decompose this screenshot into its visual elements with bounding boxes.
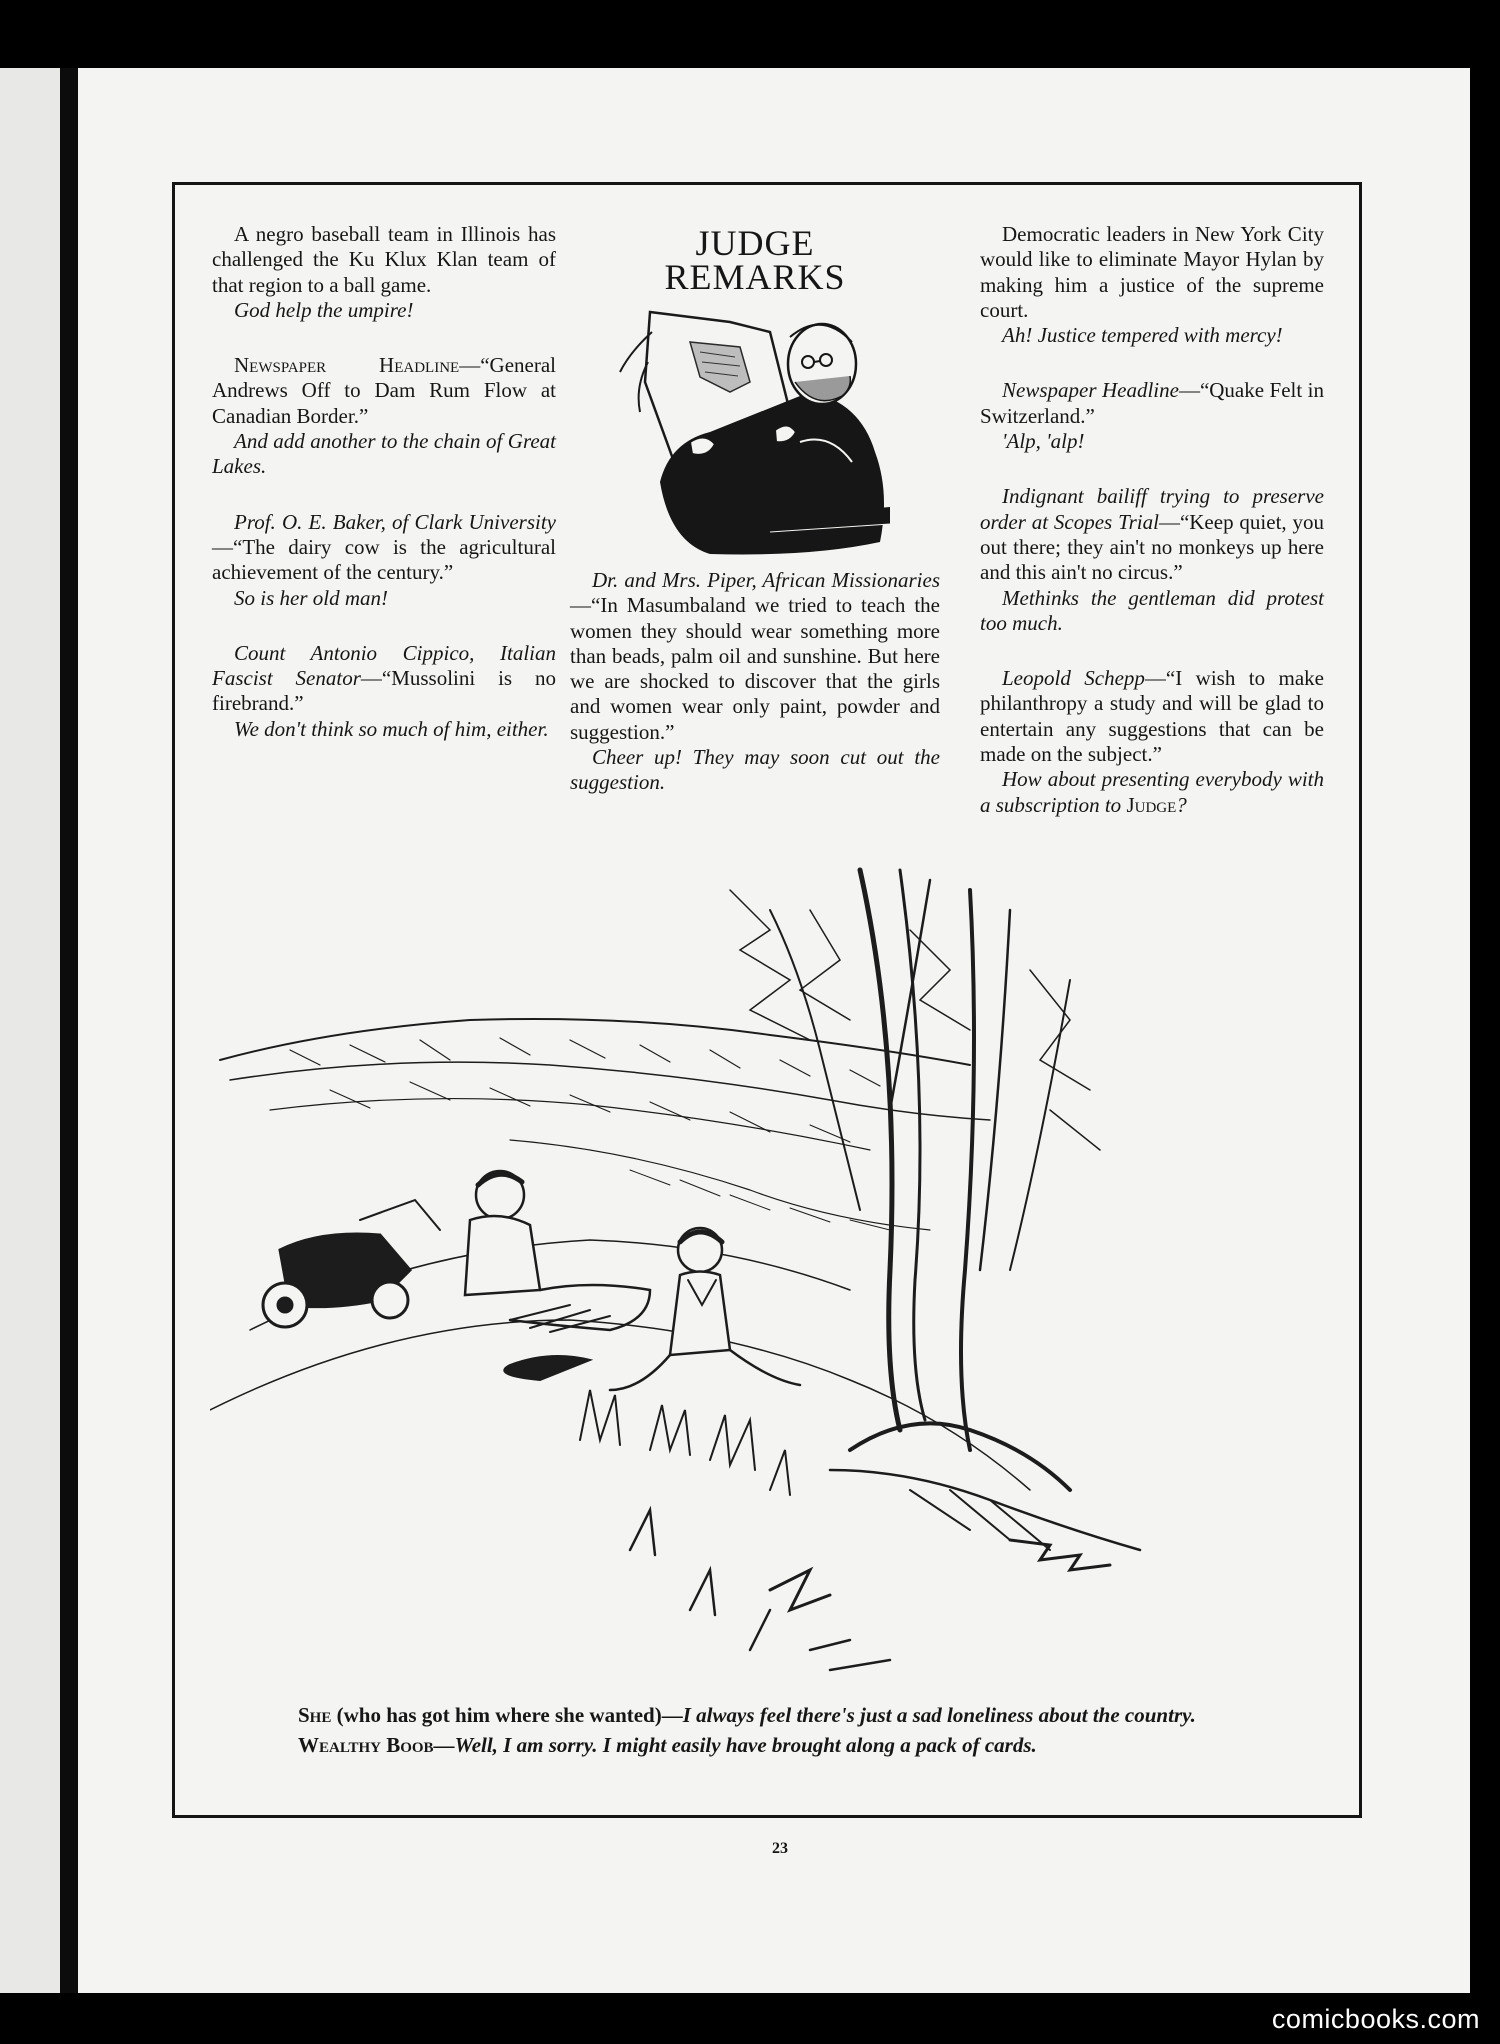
item-speaker: Dr. and Mrs. Piper, African Missionaries bbox=[592, 568, 940, 592]
item-quip: So is her old man! bbox=[234, 585, 388, 610]
caption-line-boob bbox=[250, 1730, 1310, 1760]
item-text: A negro baseball team in Illinois has challenged the Ku Klux Klan team of that region to a ball game. bbox=[212, 222, 556, 297]
middle-column bbox=[570, 568, 940, 796]
item-text bbox=[212, 353, 556, 429]
judge-remarks-masthead bbox=[570, 222, 940, 562]
caption-speaker: She bbox=[298, 1703, 332, 1727]
item-quote: —“Quake Felt in Switzerland.” bbox=[980, 378, 1324, 428]
item-speaker: Newspaper Headline bbox=[1002, 378, 1179, 403]
item-quip bbox=[980, 767, 1324, 818]
page-number: 23 bbox=[772, 1840, 788, 1857]
item-quip: God help the umpire! bbox=[234, 297, 414, 322]
item-quote: —“I wish to make philanthropy a study and will be glad to entertain any suggestions that can be made on the subject.” bbox=[980, 666, 1324, 767]
item-text bbox=[980, 666, 1324, 767]
item-quip: Methinks the gentleman did protest too much. bbox=[980, 585, 1324, 635]
item-quote: —“Keep quiet, you out there; they ain't no monkeys up here and this ain't no circus.” bbox=[980, 509, 1324, 585]
item-quote: —“The dairy cow is the agricultural achievement of the century.” bbox=[212, 534, 556, 585]
item-speaker: Newspaper Headline bbox=[234, 353, 460, 378]
item-speaker: Count Antonio Cippico, Italian Fascist Senator bbox=[212, 640, 556, 691]
item-quip: We don't think so much of him, either. bbox=[234, 716, 549, 741]
item-text bbox=[570, 568, 940, 745]
caption-dialogue: —Well, I am sorry. I might easily have brought along a pack of cards. bbox=[433, 1733, 1037, 1757]
item-text bbox=[212, 510, 556, 586]
right-column bbox=[980, 222, 1324, 818]
masthead-title: JUDGE bbox=[695, 223, 815, 263]
item-quote: —“In Masumbaland we tried to teach the women they should wear something more than beads, palm oil and sunshine. But here we are shocked to discover that the girls and women wear only paint, powder and suggestion.” bbox=[570, 593, 940, 744]
picnic-countryside-illustration bbox=[210, 850, 1340, 1700]
masthead-subtitle: REMARKS bbox=[664, 257, 846, 297]
item-quote: —“General Andrews Off to Dam Rum Flow at Canadian Border.” bbox=[212, 353, 556, 428]
left-column bbox=[212, 222, 556, 742]
item-quip: Cheer up! They may soon cut out the suggestion. bbox=[570, 745, 940, 795]
caption-line-she bbox=[250, 1700, 1310, 1730]
page-gutter bbox=[60, 68, 78, 1993]
item-quip: And add another to the chain of Great Lakes. bbox=[212, 429, 556, 479]
watermark: comicbooks.com bbox=[1271, 2004, 1480, 2034]
caption-stage-direction: (who has got him where she wanted)— bbox=[331, 1703, 683, 1727]
item-speaker: Prof. O. E. Baker, of Clark University bbox=[234, 509, 556, 534]
quip-text: How about presenting everybody with a subscription to bbox=[980, 767, 1324, 817]
item-quip: 'Alp, 'alp! bbox=[1002, 429, 1085, 454]
judge-name: Judge bbox=[1126, 792, 1177, 817]
item-text bbox=[212, 641, 556, 717]
quip-end: ? bbox=[1176, 792, 1187, 817]
facing-page-edge bbox=[0, 68, 60, 1993]
item-text: Democratic leaders in New York City would like to eliminate Mayor Hylan by making him a justice of the supreme court. bbox=[980, 222, 1324, 322]
caption-dialogue: I always feel there's just a sad loneliness about the country. bbox=[682, 1703, 1196, 1727]
item-text bbox=[980, 484, 1324, 585]
item-speaker: Indignant bailiff trying to preserve order at Scopes Trial bbox=[980, 484, 1324, 534]
cartoon-caption bbox=[250, 1700, 1310, 1760]
item-quip: Ah! Justice tempered with mercy! bbox=[1002, 323, 1283, 348]
item-quote: —“Mussolini is no firebrand.” bbox=[212, 666, 556, 716]
item-text bbox=[980, 378, 1324, 429]
item-speaker: Leopold Schepp bbox=[1002, 666, 1145, 691]
caption-speaker: Wealthy Boob bbox=[298, 1733, 434, 1757]
judge-reading-newspaper-illustration bbox=[590, 292, 910, 562]
